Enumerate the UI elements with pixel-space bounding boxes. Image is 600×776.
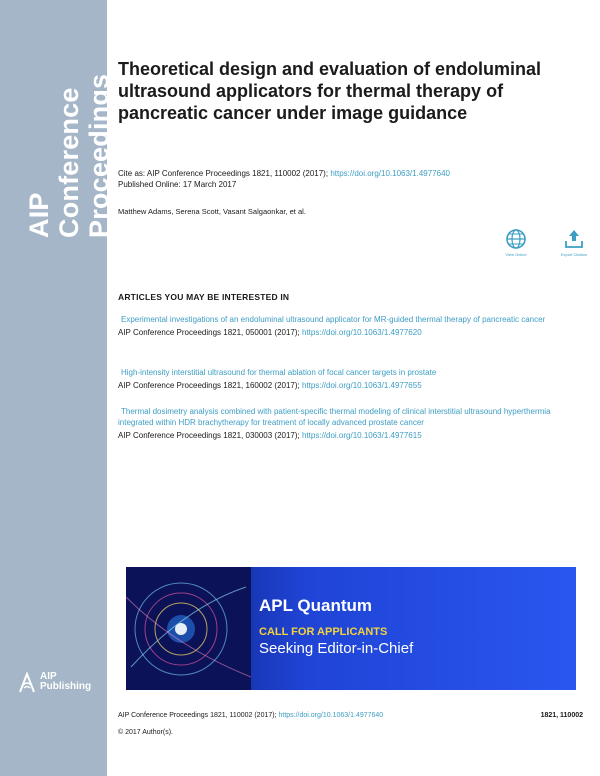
aip-logo-icon xyxy=(18,670,36,694)
related-article-title[interactable]: Experimental investigations of an endoluminal ultrasound applicator for MR-guided thermal therapy of pancreatic cancer xyxy=(121,315,546,324)
footer-citation: AIP Conference Proceedings 1821, 110002 (2017); xyxy=(118,712,277,719)
export-icon xyxy=(563,228,585,250)
related-articles-heading: ARTICLES YOU MAY BE INTERESTED IN xyxy=(118,292,290,302)
export-citation-button[interactable] xyxy=(558,228,590,257)
related-article-doi-link[interactable]: https://doi.org/10.1063/1.4977655 xyxy=(302,381,422,390)
action-buttons xyxy=(500,228,590,257)
ad-subtitle: Seeking Editor-in-Chief xyxy=(259,640,414,657)
journal-name-line1: AIP Conference xyxy=(24,87,84,238)
related-article xyxy=(118,314,580,338)
copyright-notice: © 2017 Author(s). xyxy=(118,729,173,736)
publisher-logo[interactable] xyxy=(18,670,91,694)
cite-as-text: Cite as: AIP Conference Proceedings 1821, 110002 (2017); xyxy=(118,169,329,178)
ad-title: APL Quantum xyxy=(259,596,373,615)
journal-sidebar xyxy=(0,0,114,776)
publisher-line1: AIP xyxy=(40,671,57,682)
related-article-title[interactable]: High-intensity interstitial ultrasound for thermal ablation of focal cancer targets in prostate xyxy=(121,368,437,377)
related-article-citation: AIP Conference Proceedings 1821, 160002 (2017); xyxy=(118,381,300,390)
globe-icon xyxy=(505,228,527,250)
ad-cta: CALL FOR APPLICANTS xyxy=(259,626,388,638)
advertisement-banner[interactable] xyxy=(126,567,576,690)
export-citation-label: Export Citation xyxy=(560,252,588,257)
footer-doi-link[interactable]: https://doi.org/10.1063/1.4977640 xyxy=(278,712,384,719)
view-online-button[interactable] xyxy=(500,228,532,257)
paper-title: Theoretical design and evaluation of endoluminal ultrasound applicators for thermal therapy of pancreatic cancer under image guidance xyxy=(118,59,542,123)
related-article-citation: AIP Conference Proceedings 1821, 030003 (2017); xyxy=(118,431,300,440)
footer-page-ref: 1821, 110002 xyxy=(540,712,583,719)
published-date: Published Online: 17 March 2017 xyxy=(118,180,237,189)
citation-block xyxy=(118,168,450,190)
page-footer xyxy=(118,712,583,719)
publisher-line2: Publishing xyxy=(40,681,92,692)
related-article xyxy=(118,406,580,441)
journal-name xyxy=(24,38,114,238)
related-article-doi-link[interactable]: https://doi.org/10.1063/1.4977620 xyxy=(302,328,422,337)
related-article-citation: AIP Conference Proceedings 1821, 050001 (2017); xyxy=(118,328,300,337)
paper-doi-link[interactable]: https://doi.org/10.1063/1.4977640 xyxy=(330,169,450,178)
author-list: Matthew Adams, Serena Scott, Vasant Salgaonkar, et al. xyxy=(118,207,306,216)
related-article xyxy=(118,367,580,391)
quantum-art-image xyxy=(126,567,251,690)
related-article-title[interactable]: Thermal dosimetry analysis combined with patient-specific thermal modeling of clinical interstitial ultrasound hyperthermia integrated within HDR brachytherapy for treatment of locally advanced prostate cancer xyxy=(118,407,551,427)
related-article-doi-link[interactable]: https://doi.org/10.1063/1.4977615 xyxy=(302,431,422,440)
journal-name-line2: Proceedings xyxy=(84,73,114,238)
view-online-label: View Online xyxy=(505,252,527,257)
